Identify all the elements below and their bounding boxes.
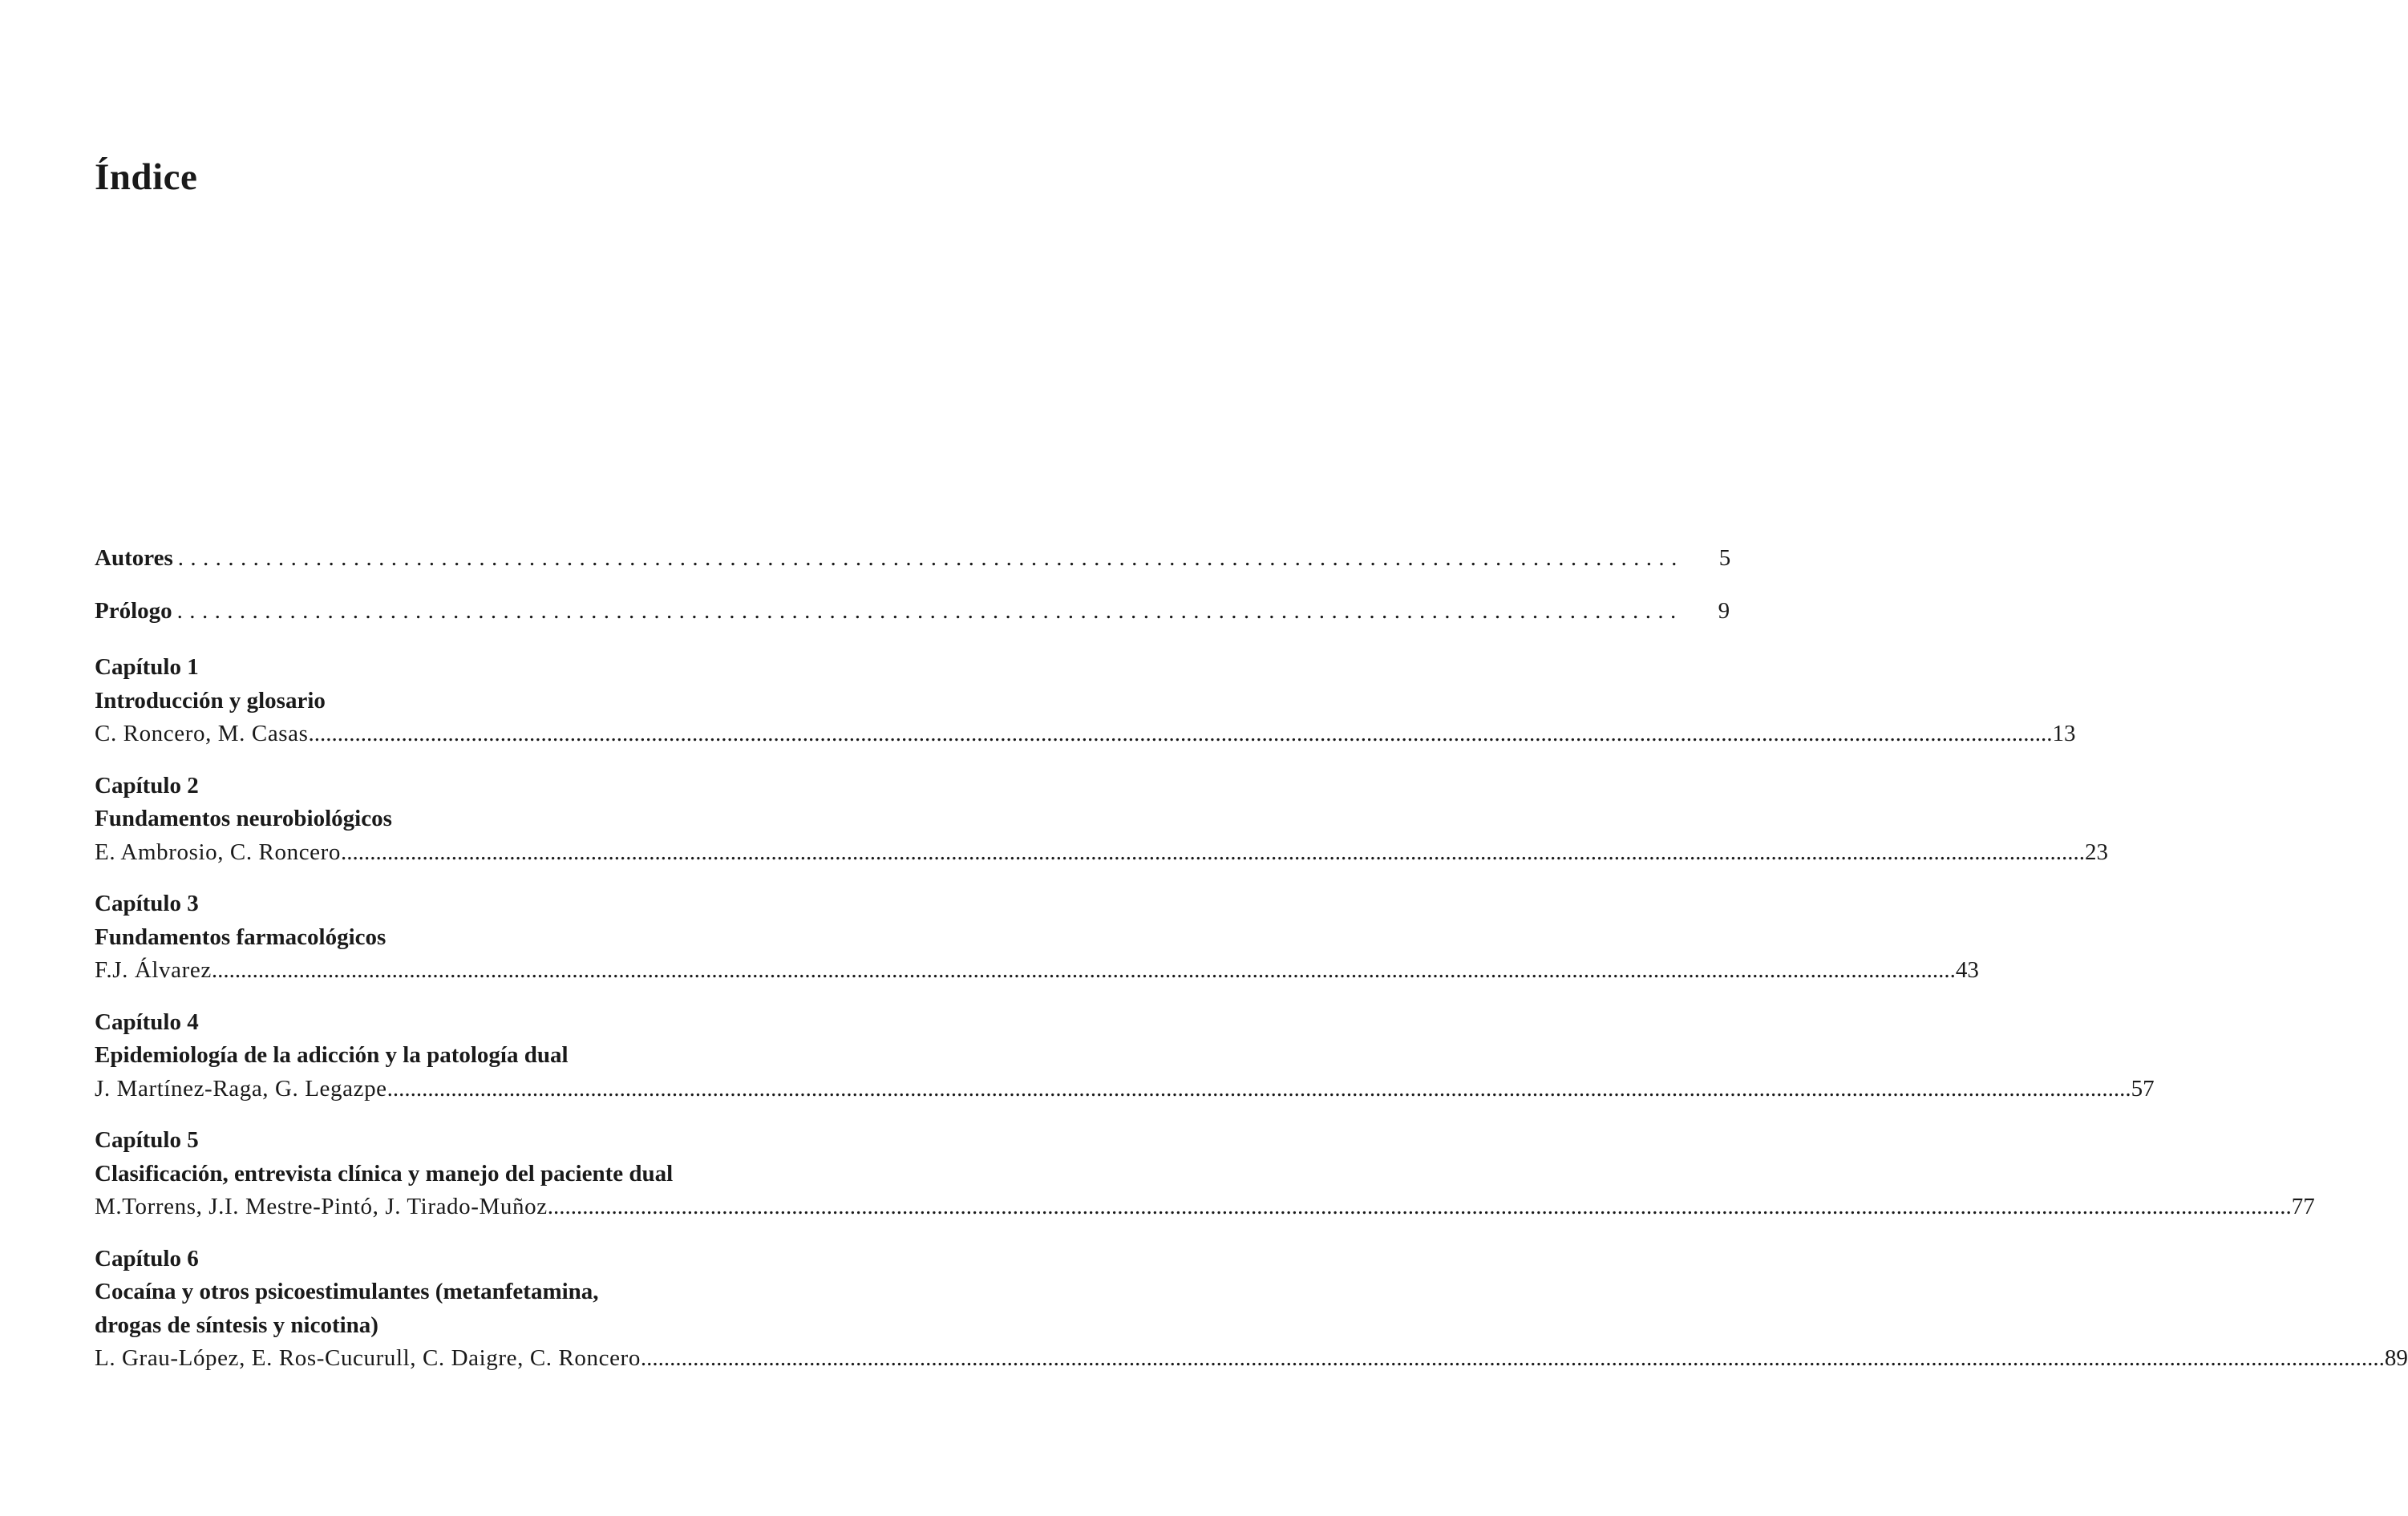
chapter-author-line bbox=[95, 718, 2076, 751]
chapter-entry bbox=[95, 887, 1979, 988]
chapter-title: Epidemiología de la adicción y la patología dual bbox=[95, 1042, 569, 1068]
chapter-author-line bbox=[95, 1342, 2408, 1376]
toc-entry bbox=[95, 598, 1730, 625]
chapter-page: 57 bbox=[2131, 1075, 2155, 1102]
dot-leader: ........................................................................................................................ bbox=[177, 545, 1684, 571]
page-title: Índice bbox=[95, 156, 198, 198]
toc-entry bbox=[95, 545, 1731, 572]
chapter-authors: M.Torrens, J.I. Mestre-Pintó, J. Tirado-Muñoz bbox=[95, 1194, 548, 1219]
dot-leader: ............................................................................................................................................................................................................................................................................................................ bbox=[547, 1194, 2292, 1219]
chapter-author-line bbox=[95, 954, 1979, 988]
chapter-entry bbox=[95, 1124, 2315, 1224]
chapter-list bbox=[95, 651, 2408, 1376]
chapter-page: 23 bbox=[2085, 839, 2108, 865]
chapter-label: Capítulo 2 bbox=[95, 772, 199, 798]
chapter-title: Clasificación, entrevista clínica y manejo del paciente dual bbox=[95, 1160, 674, 1187]
chapter-page: 77 bbox=[2291, 1194, 2315, 1219]
table-of-contents bbox=[95, 545, 2408, 1394]
chapter-label: Capítulo 3 bbox=[95, 891, 199, 916]
chapter-authors: C. Roncero, M. Casas bbox=[95, 721, 309, 746]
dot-leader: ........................................................................................................................ bbox=[176, 598, 1683, 624]
chapter-authors: F.J. Álvarez bbox=[95, 957, 212, 983]
chapter-page: 89 bbox=[2384, 1345, 2408, 1371]
toc-entry-page: 9 bbox=[1718, 598, 1730, 624]
chapter-page: 43 bbox=[1955, 957, 1979, 983]
chapter-entry bbox=[95, 1006, 2155, 1106]
chapter-label: Capítulo 4 bbox=[95, 1009, 199, 1035]
chapter-authors: E. Ambrosio, C. Roncero bbox=[95, 839, 341, 865]
dot-leader: ............................................................................................................................................................................................................................................................................................................ bbox=[341, 839, 2085, 865]
chapter-entry bbox=[95, 651, 2076, 751]
dot-leader: ............................................................................................................................................................................................................................................................................................................ bbox=[640, 1345, 2385, 1371]
chapter-title: Fundamentos farmacológicos bbox=[95, 924, 386, 950]
dot-leader: ............................................................................................................................................................................................................................................................................................................ bbox=[211, 957, 1956, 983]
chapter-title: Cocaína y otros psicoestimulantes (metanfetamina, bbox=[95, 1279, 599, 1304]
toc-entry-label: Autores bbox=[95, 545, 173, 571]
simple-entries bbox=[95, 545, 1731, 625]
toc-entry-page: 5 bbox=[1718, 545, 1731, 571]
chapter-page: 13 bbox=[2052, 721, 2076, 746]
chapter-authors: L. Grau-López, E. Ros-Cucurull, C. Daigre, C. Roncero bbox=[95, 1345, 641, 1371]
chapter-title: drogas de síntesis y nicotina) bbox=[95, 1312, 378, 1338]
chapter-authors: J. Martínez-Raga, G. Legazpe bbox=[95, 1075, 387, 1102]
chapter-entry bbox=[95, 770, 2108, 870]
dot-leader: ............................................................................................................................................................................................................................................................................................................ bbox=[308, 721, 2053, 746]
chapter-label: Capítulo 6 bbox=[95, 1245, 199, 1271]
chapter-author-line bbox=[95, 836, 2108, 870]
chapter-author-line bbox=[95, 1191, 2315, 1224]
chapter-title: Introducción y glosario bbox=[95, 687, 326, 714]
dot-leader: ............................................................................................................................................................................................................................................................................................................ bbox=[386, 1075, 2131, 1102]
toc-entry-label: Prólogo bbox=[95, 598, 172, 624]
chapter-label: Capítulo 1 bbox=[95, 654, 199, 680]
chapter-label: Capítulo 5 bbox=[95, 1127, 199, 1153]
chapter-title: Fundamentos neurobiológicos bbox=[95, 806, 392, 831]
chapter-entry bbox=[95, 1243, 2408, 1376]
chapter-author-line bbox=[95, 1073, 2155, 1106]
